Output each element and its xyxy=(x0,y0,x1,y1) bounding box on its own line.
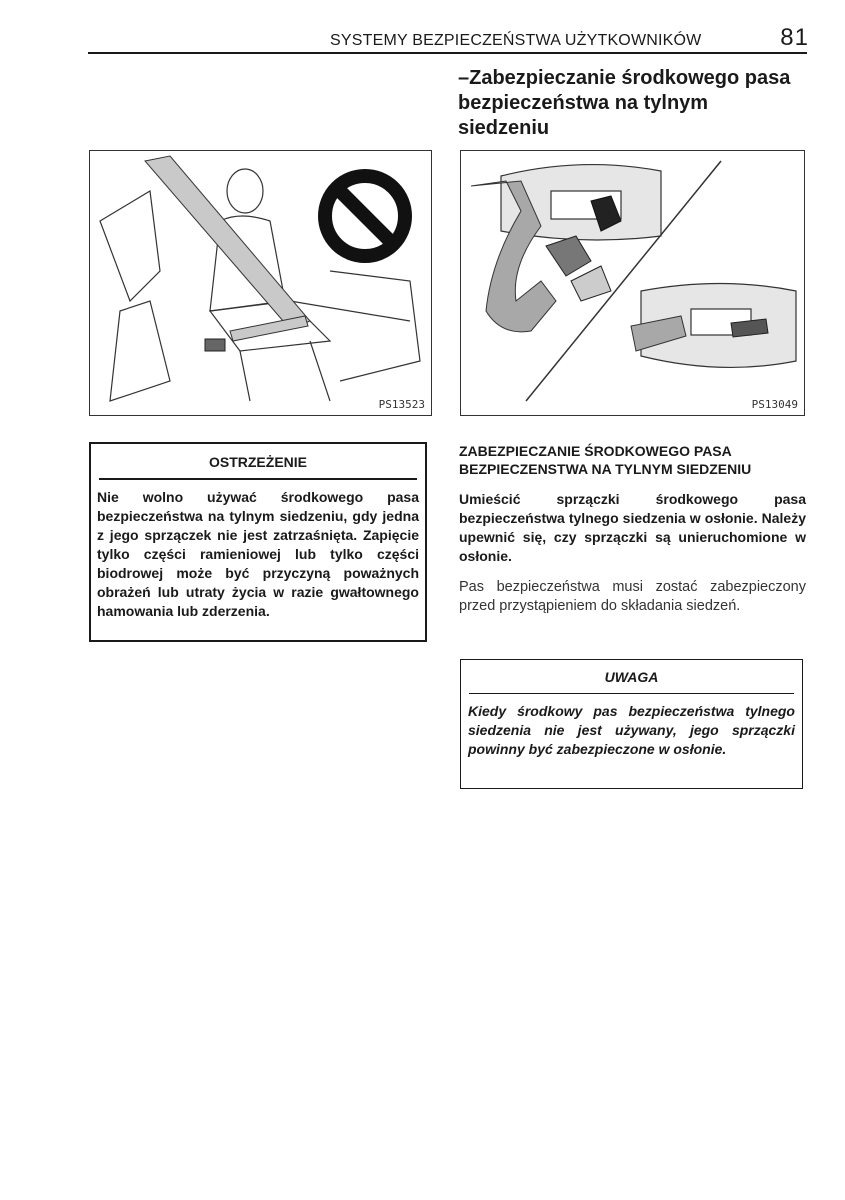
section-heading: –Zabezpieczanie środkowego pasa bezpieczeństwa na tylnym siedzeniu xyxy=(458,67,791,139)
buckle-cover-illustration xyxy=(461,151,804,415)
note-title: UWAGA xyxy=(469,669,794,694)
header-rule xyxy=(88,52,807,54)
instructions xyxy=(459,442,806,616)
instructions-bold-paragraph: Umieścić sprzączki środkowego pasa bezpieczeństwa tylnego siedzenia w osłonie. Należy upewnić się, czy sprzączki są unieruchomione w osłonie. xyxy=(459,491,806,564)
warning-box xyxy=(89,442,427,642)
note-box xyxy=(460,659,803,789)
figure-seated-belt-prohibited xyxy=(89,150,432,416)
seat-belt-illustration xyxy=(90,151,431,415)
header-title: SYSTEMY BEZPIECZEŃSTWA UŻYTKOWNIKÓW xyxy=(330,32,702,49)
figure-buckles-in-cover xyxy=(460,150,805,416)
figure-code-left: PS13523 xyxy=(378,398,425,411)
warning-title: OSTRZEŻENIE xyxy=(99,454,417,480)
warning-text: Nie wolno używać środkowego pasa bezpieczeństwa na tylnym siedzeniu, gdy jedna z jego sprzączek nie jest zatrzaśnięta. Zapięcie tylko części ramieniowej lub tylko części biodrowej może być przyczyną poważnych obrażeń lub utraty życia w razie gwałtownego hamowania lub zderzenia. xyxy=(97,489,419,619)
instructions-subheading: ZABEZPIECZANIE ŚRODKOWEGO PASA BEZPIECZENSTWA NA TYLNYM SIEDZENIU xyxy=(459,443,752,477)
page-number: 81 xyxy=(780,24,809,51)
figure-code-right: PS13049 xyxy=(751,398,798,411)
note-text: Kiedy środkowy pas bezpieczeństwa tylnego siedzenia nie jest używany, jego sprzączki powinny być zabezpieczone w osłonie. xyxy=(468,703,795,757)
instructions-paragraph: Pas bezpieczeństwa musi zostać zabezpieczony przed przystąpieniem do składania siedzeń. xyxy=(459,579,806,614)
